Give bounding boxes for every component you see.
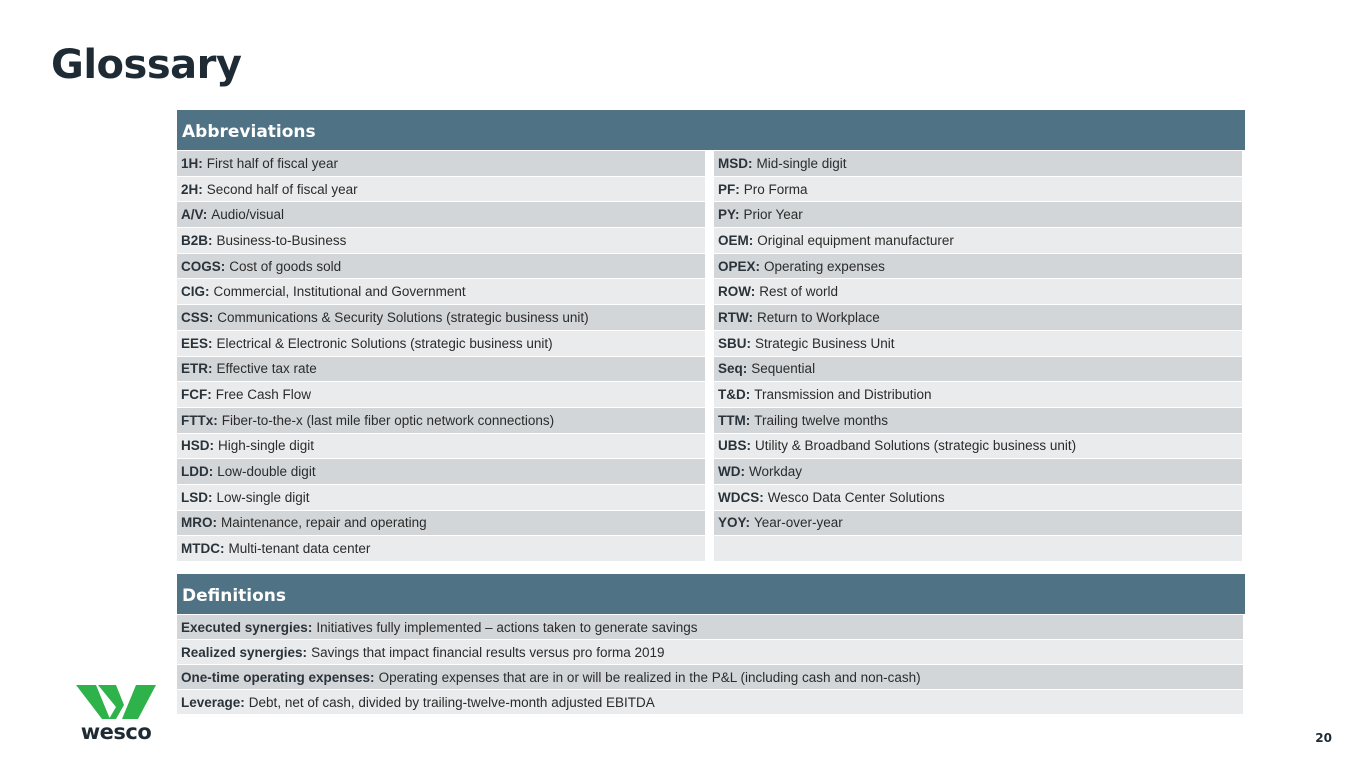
- abbreviation-desc: Second half of fiscal year: [206, 181, 358, 197]
- page-number: 20: [1315, 731, 1332, 745]
- abbreviation-term: 1H:: [181, 155, 203, 171]
- abbreviation-entry: [177, 434, 705, 460]
- abbreviation-desc: Wesco Data Center Solutions: [767, 489, 945, 505]
- abbreviation-entry: [714, 331, 1242, 357]
- abbreviation-entry: [177, 408, 705, 434]
- abbreviation-desc: Business-to-Business: [216, 232, 347, 248]
- abbreviation-desc: Multi-tenant data center: [228, 541, 371, 557]
- abbreviation-entry: [177, 382, 705, 408]
- definition-entry: [177, 665, 1243, 690]
- definitions-header: Definitions: [177, 574, 1245, 614]
- abbreviation-term: LDD:: [181, 464, 214, 480]
- abbreviation-term: HSD:: [181, 438, 214, 454]
- abbreviation-desc: Low-single digit: [216, 489, 310, 505]
- abbreviation-term: CIG:: [181, 284, 210, 300]
- abbreviation-desc: Operating expenses: [764, 258, 885, 274]
- abbreviation-entry: [177, 305, 705, 331]
- abbreviation-term: WDCS:: [718, 489, 764, 505]
- abbreviation-entry: [177, 177, 705, 203]
- abbreviation-desc: Utility & Broadband Solutions (strategic business unit): [755, 438, 1077, 454]
- logo-mark-right: [122, 685, 156, 719]
- abbreviation-term: LSD:: [181, 489, 213, 505]
- definition-term: Realized synergies:: [181, 644, 308, 660]
- abbreviation-desc: Prior Year: [743, 207, 803, 223]
- abbreviation-term: RTW:: [718, 309, 753, 325]
- abbreviation-term: WD:: [718, 464, 745, 480]
- abbreviation-term: B2B:: [181, 232, 213, 248]
- abbreviation-entry: [714, 279, 1242, 305]
- abbreviation-desc: Commercial, Institutional and Government: [213, 284, 466, 300]
- abbreviation-entry: [177, 279, 705, 305]
- abbreviation-term: EES:: [181, 335, 213, 351]
- abbreviation-entry: [177, 254, 705, 280]
- definition-desc: Operating expenses that are in or will be realized in the P&L (including cash and non-cash): [378, 669, 921, 685]
- abbreviation-entry: [714, 151, 1242, 177]
- definition-desc: Initiatives fully implemented – actions taken to generate savings: [316, 619, 698, 635]
- abbreviation-entry: [714, 228, 1242, 254]
- abbreviation-desc: Rest of world: [759, 284, 839, 300]
- abbreviation-entry: [177, 511, 705, 537]
- abbreviation-entry: [714, 459, 1242, 485]
- abbreviation-term: YOY:: [718, 515, 751, 531]
- abbreviation-entry: [714, 202, 1242, 228]
- logo-wordmark: wesco: [80, 720, 152, 744]
- definition-entry: [177, 640, 1243, 665]
- abbreviation-entry: [177, 202, 705, 228]
- abbreviation-term: PY:: [718, 207, 740, 223]
- abbreviation-entry: [177, 151, 705, 177]
- abbreviation-term: COGS:: [181, 258, 226, 274]
- abbreviation-desc: Electrical & Electronic Solutions (strategic business unit): [216, 335, 553, 351]
- abbreviation-term: Seq:: [718, 361, 748, 377]
- abbreviation-entry: [714, 485, 1242, 511]
- abbreviation-entry: [714, 434, 1242, 460]
- abbreviation-entry-empty: [714, 536, 1242, 562]
- abbreviation-desc: Low-double digit: [217, 464, 316, 480]
- abbreviation-desc: Trailing twelve months: [754, 412, 889, 428]
- abbreviation-desc: Original equipment manufacturer: [757, 232, 954, 248]
- page-title: Glossary: [51, 42, 242, 88]
- abbreviation-term: OPEX:: [718, 258, 761, 274]
- definition-term: One-time operating expenses:: [181, 669, 375, 685]
- abbreviation-term: T&D:: [718, 387, 751, 403]
- abbreviation-desc: Workday: [749, 464, 803, 480]
- definition-desc: Debt, net of cash, divided by trailing-twelve-month adjusted EBITDA: [248, 694, 655, 710]
- abbreviation-entry: [714, 305, 1242, 331]
- definition-entry: [177, 615, 1243, 640]
- abbreviation-desc: Year-over-year: [754, 515, 843, 531]
- abbreviation-entry: [714, 511, 1242, 537]
- abbreviation-term: PF:: [718, 181, 740, 197]
- abbreviation-desc: Strategic Business Unit: [755, 335, 895, 351]
- abbreviation-entry: [714, 382, 1242, 408]
- abbreviation-term: A/V:: [181, 207, 208, 223]
- abbreviation-desc: Mid-single digit: [756, 155, 847, 171]
- abbreviation-desc: Audio/visual: [211, 207, 285, 223]
- abbreviation-term: MTDC:: [181, 541, 225, 557]
- abbreviation-desc: Free Cash Flow: [215, 387, 312, 403]
- abbreviation-desc: Fiber-to-the-x (last mile fiber optic network connections): [221, 412, 555, 428]
- definition-term: Leverage:: [181, 694, 245, 710]
- abbreviation-desc: Cost of goods sold: [229, 258, 342, 274]
- abbreviation-desc: High-single digit: [218, 438, 315, 454]
- abbreviation-entry: [177, 357, 705, 383]
- abbreviation-entry: [177, 536, 705, 562]
- abbreviation-term: TTM:: [718, 412, 751, 428]
- abbreviation-term: SBU:: [718, 335, 751, 351]
- abbreviation-desc: Effective tax rate: [216, 361, 317, 377]
- abbreviation-desc: Return to Workplace: [757, 309, 880, 325]
- definitions-table: [177, 615, 1243, 715]
- abbreviations-header: Abbreviations: [177, 110, 1245, 150]
- abbreviation-entry: [177, 228, 705, 254]
- abbreviation-term: UBS:: [718, 438, 751, 454]
- abbreviation-term: FCF:: [181, 387, 212, 403]
- definition-desc: Savings that impact financial results versus pro forma 2019: [311, 644, 665, 660]
- abbreviation-entry: [714, 357, 1242, 383]
- abbreviation-desc: First half of fiscal year: [206, 155, 339, 171]
- abbreviations-table: [177, 151, 1245, 562]
- abbreviation-desc: Maintenance, repair and operating: [221, 515, 427, 531]
- abbreviation-term: CSS:: [181, 309, 214, 325]
- abbreviation-term: ROW:: [718, 284, 756, 300]
- abbreviation-term: 2H:: [181, 181, 203, 197]
- abbreviation-desc: Pro Forma: [743, 181, 808, 197]
- definition-entry: [177, 690, 1243, 715]
- abbreviation-term: FTTx:: [181, 412, 218, 428]
- abbreviation-entry: [714, 177, 1242, 203]
- abbreviation-entry: [177, 331, 705, 357]
- abbreviation-term: MSD:: [718, 155, 753, 171]
- abbreviation-term: MRO:: [181, 515, 217, 531]
- abbreviation-entry: [714, 408, 1242, 434]
- definition-term: Executed synergies:: [181, 619, 313, 635]
- abbreviation-term: OEM:: [718, 232, 754, 248]
- abbreviation-desc: Communications & Security Solutions (strategic business unit): [217, 309, 589, 325]
- abbreviation-desc: Sequential: [751, 361, 816, 377]
- abbreviation-term: ETR:: [181, 361, 213, 377]
- abbreviation-entry: [714, 254, 1242, 280]
- abbreviation-entry: [177, 459, 705, 485]
- abbreviation-entry: [177, 485, 705, 511]
- abbreviation-desc: Transmission and Distribution: [754, 387, 932, 403]
